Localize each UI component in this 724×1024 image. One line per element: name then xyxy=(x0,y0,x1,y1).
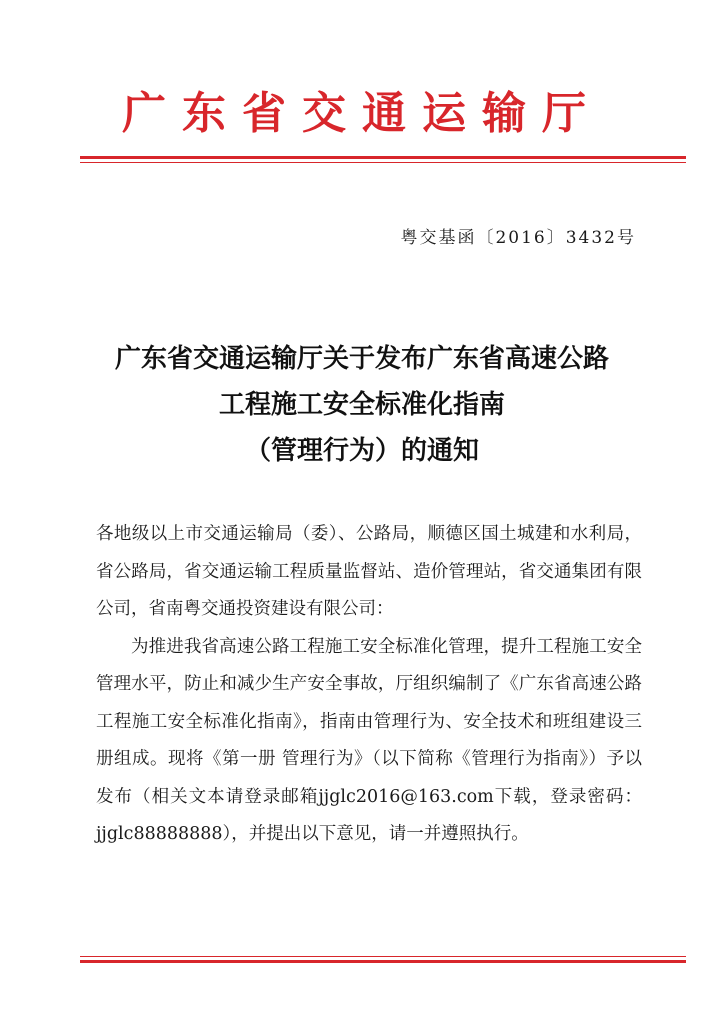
masthead-divider-thick xyxy=(80,156,686,159)
document-title xyxy=(60,336,664,474)
document-body xyxy=(96,516,642,854)
document-title-line-3: （管理行为）的通知 xyxy=(244,436,479,466)
document-title-line-1: 广东省交通运输厅关于发布广东省高速公路 xyxy=(114,344,609,374)
masthead-title: 广东省交通运输厅 xyxy=(122,88,602,139)
document-number: 粤交基函〔2016〕3432号 xyxy=(400,228,636,248)
footer-divider-thick xyxy=(80,960,686,963)
footer-divider-thin xyxy=(80,956,686,957)
masthead-divider-thin xyxy=(80,162,686,163)
addressee-paragraph: 各地级以上市交通运输局（委）、公路局，顺德区国土城建和水利局，省公路局，省交通运输工程质量监督站、造价管理站，省交通集团有限公司，省南粤交通投资建设有限公司： xyxy=(96,524,642,619)
body-paragraph-1: 为推进我省高速公路工程施工安全标准化管理，提升工程施工安全管理水平，防止和减少生产安全事故，厅组织编制了《广东省高速公路工程施工安全标准化指南》，指南由管理行为、安全技术和班组建设三册组成。现将《第一册 管理行为》（以下简称《管理行为指南》）予以发布（相关文本请登录邮箱jjglc2016@163.com下载，登录密码：jjglc88888888），并提出以下意见，请一并遵照执行。 xyxy=(96,636,642,844)
document-title-line-2: 工程施工安全标准化指南 xyxy=(218,390,505,420)
